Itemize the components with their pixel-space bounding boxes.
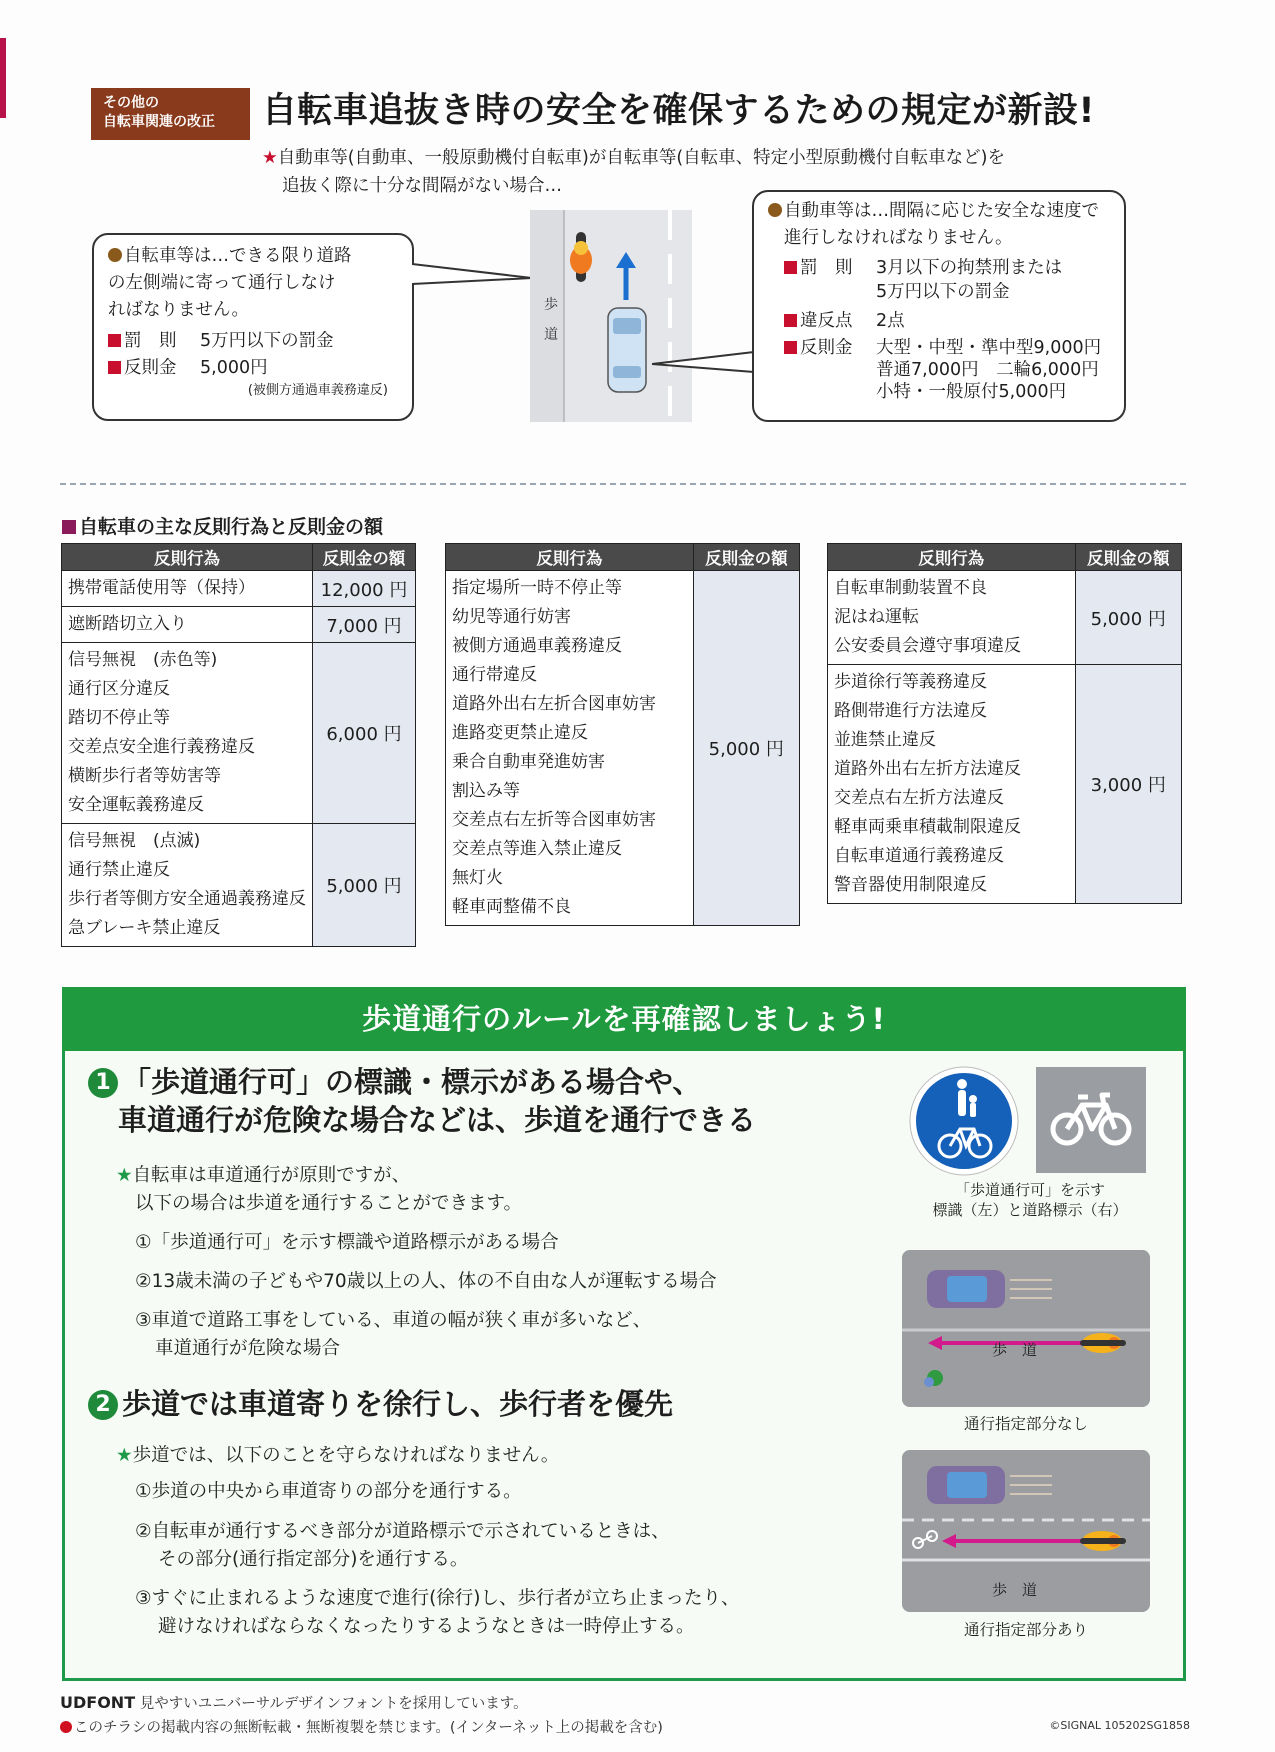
rule2-heading: 2 歩道では車道寄りを徐行し、歩行者を優先: [88, 1385, 673, 1423]
fine-amount-cell: 5,000 円: [313, 824, 416, 947]
violation-item: 交差点等進入禁止違反: [452, 839, 622, 859]
section-tag: [91, 88, 250, 140]
sidewalk-label: 歩 道: [544, 297, 558, 343]
violation-item: 道路外出右左折合図車妨害: [452, 694, 656, 714]
violation-item: 交差点安全進行義務違反: [68, 737, 255, 757]
car-icon: [608, 308, 646, 392]
violation-item: 遮断踏切立入り: [68, 614, 187, 634]
fine-value: 5,000円: [200, 358, 268, 378]
col-amount-header: 反則金の額: [313, 544, 416, 571]
ud-font-note: UDFONT 見やすいユニバーサルデザインフォントを採用しています。: [60, 1693, 528, 1712]
violation-item: 交差点右左折等合図車妨害: [452, 810, 656, 830]
violation-item: 横断歩行者等妨害等: [68, 766, 221, 786]
penalty-label: 罰 則: [768, 256, 876, 304]
fine-label: 反則金: [768, 337, 876, 403]
violation-item: 携帯電話使用等（保持）: [68, 578, 255, 598]
red-square-icon: [108, 361, 121, 374]
number-2-icon: 2: [88, 1390, 118, 1420]
violation-item: 道路外出右左折方法違反: [834, 759, 1021, 779]
violation-item: 通行帯違反: [452, 665, 537, 685]
violation-cell: [446, 571, 694, 926]
scene1-sidewalk-label: 歩 道: [992, 1341, 1038, 1359]
penalty-values: 3月以下の拘禁刑または 5万円以下の罰金: [876, 258, 1063, 302]
table-row: [828, 571, 1182, 665]
violation-item: 警音器使用制限違反: [834, 875, 987, 895]
rule1-item2: ②13歳未満の子どもや70歳以上の人、体の不自由な人が運転する場合: [135, 1271, 717, 1292]
col-violation-header: 反則行為: [446, 544, 694, 571]
fine-amount-cell: 7,000 円: [313, 607, 416, 643]
rule1-item1: ①「歩道通行可」を示す標識や道路標示がある場合: [135, 1232, 559, 1253]
scene-no-designated-lane: [902, 1250, 1150, 1407]
rule2-intro: ★歩道では、以下のことを守らなければなりません。: [116, 1445, 560, 1466]
table-row: [62, 571, 416, 607]
violation-item: 被側方通過車義務違反: [452, 636, 622, 656]
col-amount-header: 反則金の額: [693, 544, 799, 571]
violation-item: 交差点右左折方法違反: [834, 788, 1004, 808]
table-row: [446, 571, 800, 926]
violation-item: 信号無視 (点滅): [68, 831, 201, 851]
scene1-caption: 通行指定部分なし: [963, 1415, 1088, 1433]
copy-notice: このチラシの掲載内容の無断転載・無断複製を禁じます。(インターネット上の掲載を含む): [60, 1716, 663, 1737]
rule1-item3-line2: 車道通行が危険な場合: [155, 1338, 341, 1359]
tag-line2: 自転車関連の改正: [103, 114, 215, 130]
bullet-icon: [108, 248, 122, 262]
fine-amount-cell: 12,000 円: [313, 571, 416, 607]
violation-item: 通行禁止違反: [68, 860, 170, 880]
star-icon: ★: [116, 1165, 133, 1186]
fine-values: 大型・中型・準中型9,000円 普通7,000円 二輪6,000円 小特・一般原付5,000円: [876, 338, 1102, 402]
violation-item: 幼児等通行妨害: [452, 607, 571, 627]
scene2-caption: 通行指定部分あり: [963, 1621, 1088, 1639]
violation-item: 乗合自動車発進妨害: [452, 752, 605, 772]
rule1-item3-line1: ③車道で道路工事をしている、車道の幅が狭く車が多いなど、: [135, 1310, 652, 1331]
rule1-intro-line2: 以下の場合は歩道を通行することができます。: [135, 1193, 523, 1214]
section-divider: [60, 483, 1186, 485]
rule1-heading-line1: 1 「歩道通行可」の標識・標示がある場合や、: [88, 1063, 701, 1101]
bubble-pointer-right: [652, 350, 756, 376]
violation-item: 踏切不停止等: [68, 708, 170, 728]
violation-item: 自転車制動装置不良: [834, 578, 987, 598]
publisher-code: ©SIGNAL 105202SG1858: [1049, 1719, 1190, 1732]
page-edge-mark: [0, 38, 6, 118]
rule1-intro-line1: ★自転車は車道通行が原則ですが、: [116, 1165, 411, 1186]
scene2-sidewalk-label: 歩 道: [992, 1581, 1038, 1599]
scene1-svg: [902, 1250, 1150, 1407]
car-icon: [927, 1466, 1005, 1504]
star-icon: ★: [116, 1445, 133, 1466]
tag-line1: その他の: [103, 95, 159, 111]
violation-item: 無灯火: [452, 868, 503, 888]
red-square-icon: [784, 341, 797, 354]
table-row: [62, 643, 416, 824]
violation-item: 割込み等: [452, 781, 520, 801]
rule2-item1: ①歩道の中央から車道寄りの部分を通行する。: [135, 1481, 522, 1502]
violation-item: 軽車両乗車積載制限違反: [834, 817, 1021, 837]
violation-item: 通行区分違反: [68, 679, 170, 699]
fines-table-2: [445, 543, 800, 926]
bubble-pointer-left: [412, 262, 534, 288]
rule2-item2-line1: ②自転車が通行するべき部分が道路標示で示されているときは、: [135, 1521, 670, 1542]
star-icon: ★: [262, 148, 278, 168]
table-row: [62, 824, 416, 947]
car-icon: [927, 1270, 1005, 1308]
col-violation-header: 反則行為: [62, 544, 313, 571]
points-label: 違反点: [768, 308, 876, 335]
number-1-icon: 1: [88, 1068, 118, 1098]
fine-amount-cell: 6,000 円: [313, 643, 416, 824]
violation-item: 急ブレーキ禁止違反: [68, 918, 221, 938]
rule2-item3-line1: ③すぐに止まれるような速度で進行(徐行)し、歩行者が立ち止まったり、: [135, 1588, 740, 1609]
page-title: 自転車追抜き時の安全を確保するための規定が新設!: [262, 91, 1095, 131]
violation-item: 自転車道通行義務違反: [834, 846, 1004, 866]
fine-label: 反則金: [108, 355, 200, 382]
table-row: [62, 607, 416, 643]
violation-item: 泥はね運転: [834, 607, 919, 627]
violation-item: 安全運転義務違反: [68, 795, 204, 815]
sidewalk-passable-sign-icon: [908, 1065, 1020, 1177]
fines-table-1: [61, 543, 416, 947]
violation-cell: [828, 571, 1076, 665]
fines-table-3: [827, 543, 1182, 904]
ud-font-logo: UDFONT: [60, 1693, 136, 1712]
penalty-label: 罰 則: [108, 328, 200, 355]
col-violation-header: 反則行為: [828, 544, 1076, 571]
violation-item: 並進禁止違反: [834, 730, 936, 750]
violation-cell: [828, 665, 1076, 904]
rule2-item3-line2: 避けなければならなくなったりするようなときは一時停止する。: [158, 1616, 695, 1637]
violation-item: 進路変更禁止違反: [452, 723, 588, 743]
table-row: [828, 665, 1182, 904]
col-amount-header: 反則金の額: [1075, 544, 1181, 571]
rule2-item2-line2: その部分(通行指定部分)を通行する。: [158, 1549, 469, 1570]
red-square-icon: [784, 261, 797, 274]
bicycle-road-marking-icon: [1036, 1067, 1146, 1173]
right-bubble-line1: 自動車等は…間隔に応じた安全な速度で: [784, 201, 1099, 221]
bullet-icon: [768, 203, 782, 217]
violation-item: 歩行者等側方安全通過義務違反: [68, 889, 306, 909]
violation-cell: [62, 607, 313, 643]
left-bubble-line3: ればなりません。: [108, 300, 250, 320]
intro-line2: 追抜く際に十分な間隔がない場合…: [282, 176, 562, 196]
fine-amount-cell: 5,000 円: [693, 571, 799, 926]
sign-caption: 「歩道通行可」を示す 標識（左）と道路標示（右）: [932, 1181, 1128, 1219]
violation-item: 歩道徐行等義務違反: [834, 672, 987, 692]
right-bubble-line2: 進行しなければなりません。: [784, 228, 1013, 248]
fine-note: (被側方通過車義務違反): [247, 383, 388, 398]
violation-item: 指定場所一時不停止等: [452, 578, 622, 598]
fine-amount-cell: 5,000 円: [1075, 571, 1181, 665]
rule1-heading-line2: 車道通行が危険な場合などは、歩道を通行できる: [118, 1103, 757, 1137]
left-bubble-line2: の左側端に寄って通行しなけ: [108, 273, 336, 293]
violation-item: 路側帯進行方法違反: [834, 701, 987, 721]
left-bubble-line1: 自転車等は…できる限り道路: [124, 246, 352, 266]
violation-cell: [62, 571, 313, 607]
bicycle-rule-bubble: [92, 233, 414, 421]
penalty-value: 5万円以下の罰金: [200, 331, 334, 351]
sidewalk-rules-banner: 歩道通行のルールを再確認しましょう!: [62, 987, 1186, 1051]
intro-line1-text: 自動車等(自動車、一般原動機付自転車)が自転車等(自転車、特定小型原動機付自転車など)を: [277, 148, 1006, 168]
violation-cell: [62, 824, 313, 947]
red-square-icon: [784, 314, 797, 327]
red-dot-icon: [60, 1721, 72, 1733]
intro-line1: [262, 144, 1005, 169]
car-rule-bubble: [752, 190, 1126, 422]
violation-item: 軽車両整備不良: [452, 897, 571, 917]
fines-heading: 自転車の主な反則行為と反則金の額: [62, 512, 383, 539]
red-square-icon: [108, 334, 121, 347]
violation-item: 公安委員会遵守事項違反: [834, 636, 1021, 656]
violation-item: 信号無視 (赤色等): [68, 650, 218, 670]
violation-cell: [62, 643, 313, 824]
heading-square-icon: [62, 520, 76, 534]
points-value: 2点: [876, 311, 905, 331]
fine-amount-cell: 3,000 円: [1075, 665, 1181, 904]
